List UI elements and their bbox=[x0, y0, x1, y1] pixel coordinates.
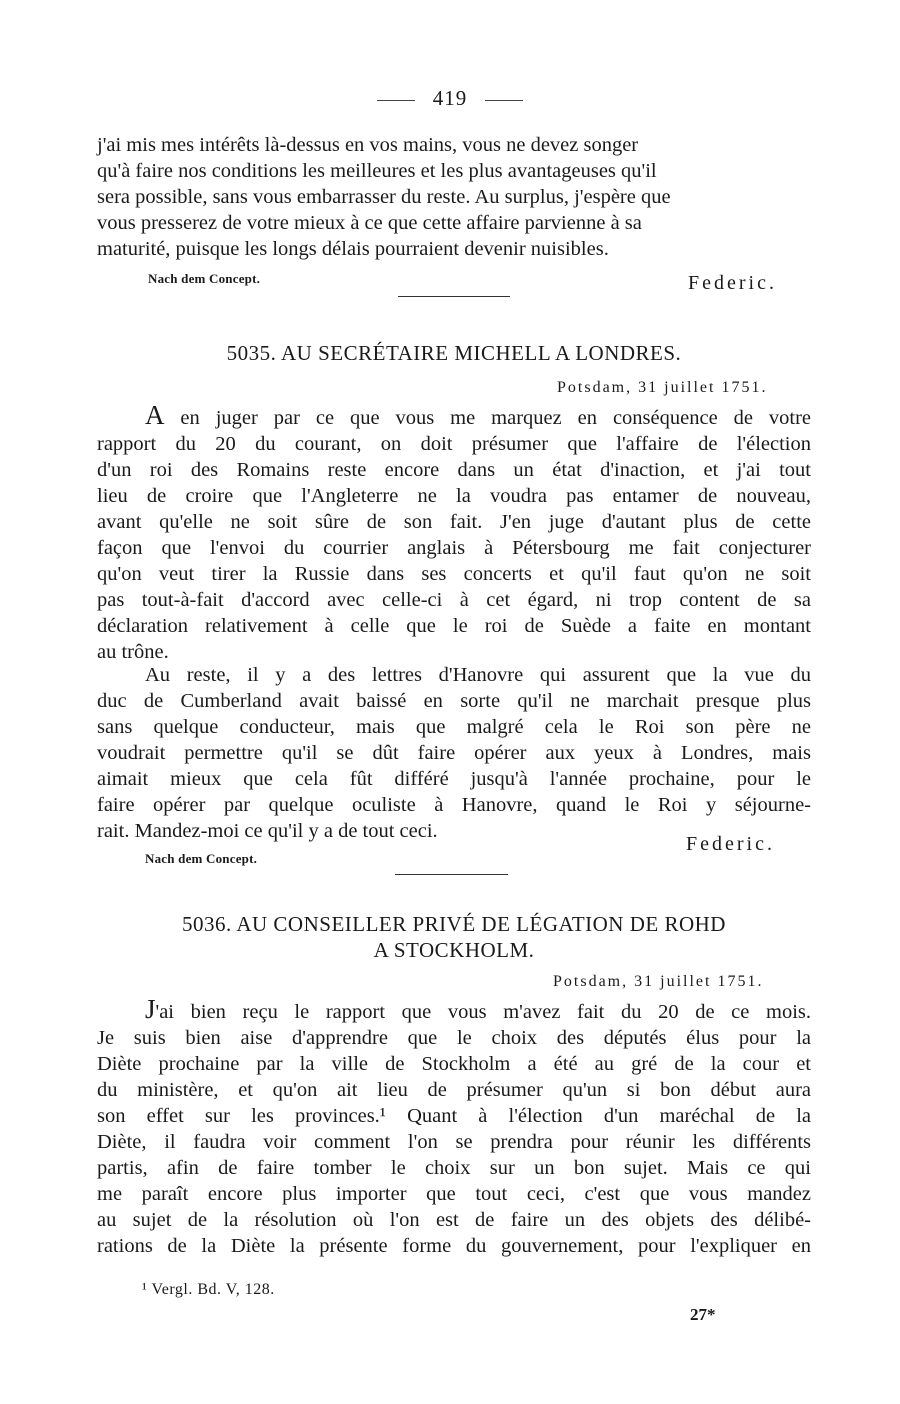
text-line: Diète prochaine par la ville de Stockholm a été au gré de la cour et bbox=[97, 1053, 811, 1075]
text-line: vous presserez de votre mieux à ce que cette affaire parvienne à sa bbox=[97, 212, 642, 234]
text-line: Je suis bien aise d'apprendre que le choix des députés élus pour la bbox=[97, 1027, 811, 1049]
source-note: Nach dem Concept. bbox=[145, 851, 258, 866]
text-line: rapport du 20 du courant, on doit présumer que l'affaire de l'élection bbox=[97, 433, 811, 455]
text-line: maturité, puisque les longs délais pourraient devenir nuisibles. bbox=[97, 238, 609, 260]
page-header bbox=[0, 86, 900, 111]
letter-paragraph-1 bbox=[97, 996, 811, 1259]
text-line: A en juger par ce que vous me marquez en conséquence de votre bbox=[145, 400, 811, 430]
text-line: partis, afin de faire tomber le choix sur un bon sujet. Mais ce qui bbox=[97, 1157, 811, 1179]
text-line: rait. Mandez-moi ce qu'il y a de tout ceci. bbox=[97, 820, 438, 842]
section-divider bbox=[395, 874, 508, 875]
letter-title: 5035. AU SECRÉTAIRE MICHELL A LONDRES. bbox=[226, 341, 682, 365]
text-line: du ministère, et qu'on ait lieu de présumer qu'un si bon début aura bbox=[97, 1079, 811, 1101]
sheet-signature-mark: 27* bbox=[690, 1305, 716, 1324]
text-line: lieu de croire que l'Angleterre ne la voudra pas entamer de nouveau, bbox=[97, 485, 811, 507]
place-date: Potsdam, 31 juillet 1751. bbox=[553, 973, 764, 990]
text-line: qu'à faire nos conditions les meilleures et les plus avantageuses qu'il bbox=[97, 160, 657, 182]
text-line: son effet sur les provinces.¹ Quant à l'élection d'un maréchal de la bbox=[97, 1105, 811, 1127]
signature: Federic. bbox=[688, 272, 777, 294]
text-line: au sujet de la résolution où l'on est de faire un des objets des délibé- bbox=[97, 1209, 811, 1231]
text-line: déclaration relativement à celle que le roi de Suède a faite en montant bbox=[97, 615, 811, 637]
text-line: au trône. bbox=[97, 641, 169, 663]
text-line: avant qu'elle ne soit sûre de son fait. J'en juge d'autant plus de cette bbox=[97, 511, 811, 533]
text-line: pas tout-à-fait d'accord avec celle-ci à cet égard, ni trop content de sa bbox=[97, 589, 811, 611]
text-line: aimait mieux que cela fût différé jusqu'à l'année prochaine, pour le bbox=[97, 768, 811, 790]
continued-paragraph bbox=[97, 132, 811, 262]
header-dash-left bbox=[377, 100, 415, 101]
title-line: 5036. AU CONSEILLER PRIVÉ DE LÉGATION DE ROHD bbox=[182, 912, 726, 936]
source-note: Nach dem Concept. bbox=[148, 271, 261, 286]
text-line: j'ai mis mes intérêts là-dessus en vos mains, vous ne devez songer bbox=[97, 134, 639, 156]
letter-title bbox=[97, 911, 811, 963]
place-date: Potsdam, 31 juillet 1751. bbox=[557, 379, 768, 396]
text-line: faire opérer par quelque oculiste à Hanovre, quand le Roi y séjourne- bbox=[97, 794, 811, 816]
section-divider bbox=[398, 296, 510, 297]
header-dash-right bbox=[485, 100, 523, 101]
text-line: d'un roi des Romains reste encore dans un état d'inaction, et j'ai tout bbox=[97, 459, 811, 481]
text-line: rations de la Diète la présente forme du gouvernement, pour l'expliquer en bbox=[97, 1235, 811, 1257]
drop-cap: J bbox=[145, 994, 156, 1024]
text-line: façon que l'envoi du courrier anglais à Pétersbourg me fait conjecturer bbox=[97, 537, 811, 559]
text-line: voudrait permettre qu'il se dût faire opérer aux yeux à Londres, mais bbox=[97, 742, 811, 764]
text-line: duc de Cumberland avait baissé en sorte qu'il ne marchait presque plus bbox=[97, 690, 811, 712]
letter-paragraph-2 bbox=[97, 662, 811, 844]
footnote: ¹ Vergl. Bd. V, 128. bbox=[142, 1281, 275, 1298]
title-line: A STOCKHOLM. bbox=[373, 938, 535, 962]
letter-paragraph-1 bbox=[97, 402, 811, 665]
page-number: 419 bbox=[432, 86, 468, 110]
text-line: me paraît encore plus importer que tout ceci, c'est que vous mandez bbox=[97, 1183, 811, 1205]
text-line: qu'on veut tirer la Russie dans ses concerts et qu'il faut qu'on ne soit bbox=[97, 563, 811, 585]
text-line: sera possible, sans vous embarrasser du reste. Au surplus, j'espère que bbox=[97, 186, 671, 208]
text-line: sans quelque conducteur, mais que malgré cela le Roi son père ne bbox=[97, 716, 811, 738]
text-line: J'ai bien reçu le rapport que vous m'avez fait du 20 de ce mois. bbox=[145, 994, 811, 1024]
text-line: Au reste, il y a des lettres d'Hanovre qui assurent que la vue du bbox=[145, 664, 811, 686]
text-line: Diète, il faudra voir comment l'on se prendra pour réunir les différents bbox=[97, 1131, 811, 1153]
signature: Federic. bbox=[686, 833, 775, 855]
drop-cap: A bbox=[145, 400, 165, 430]
